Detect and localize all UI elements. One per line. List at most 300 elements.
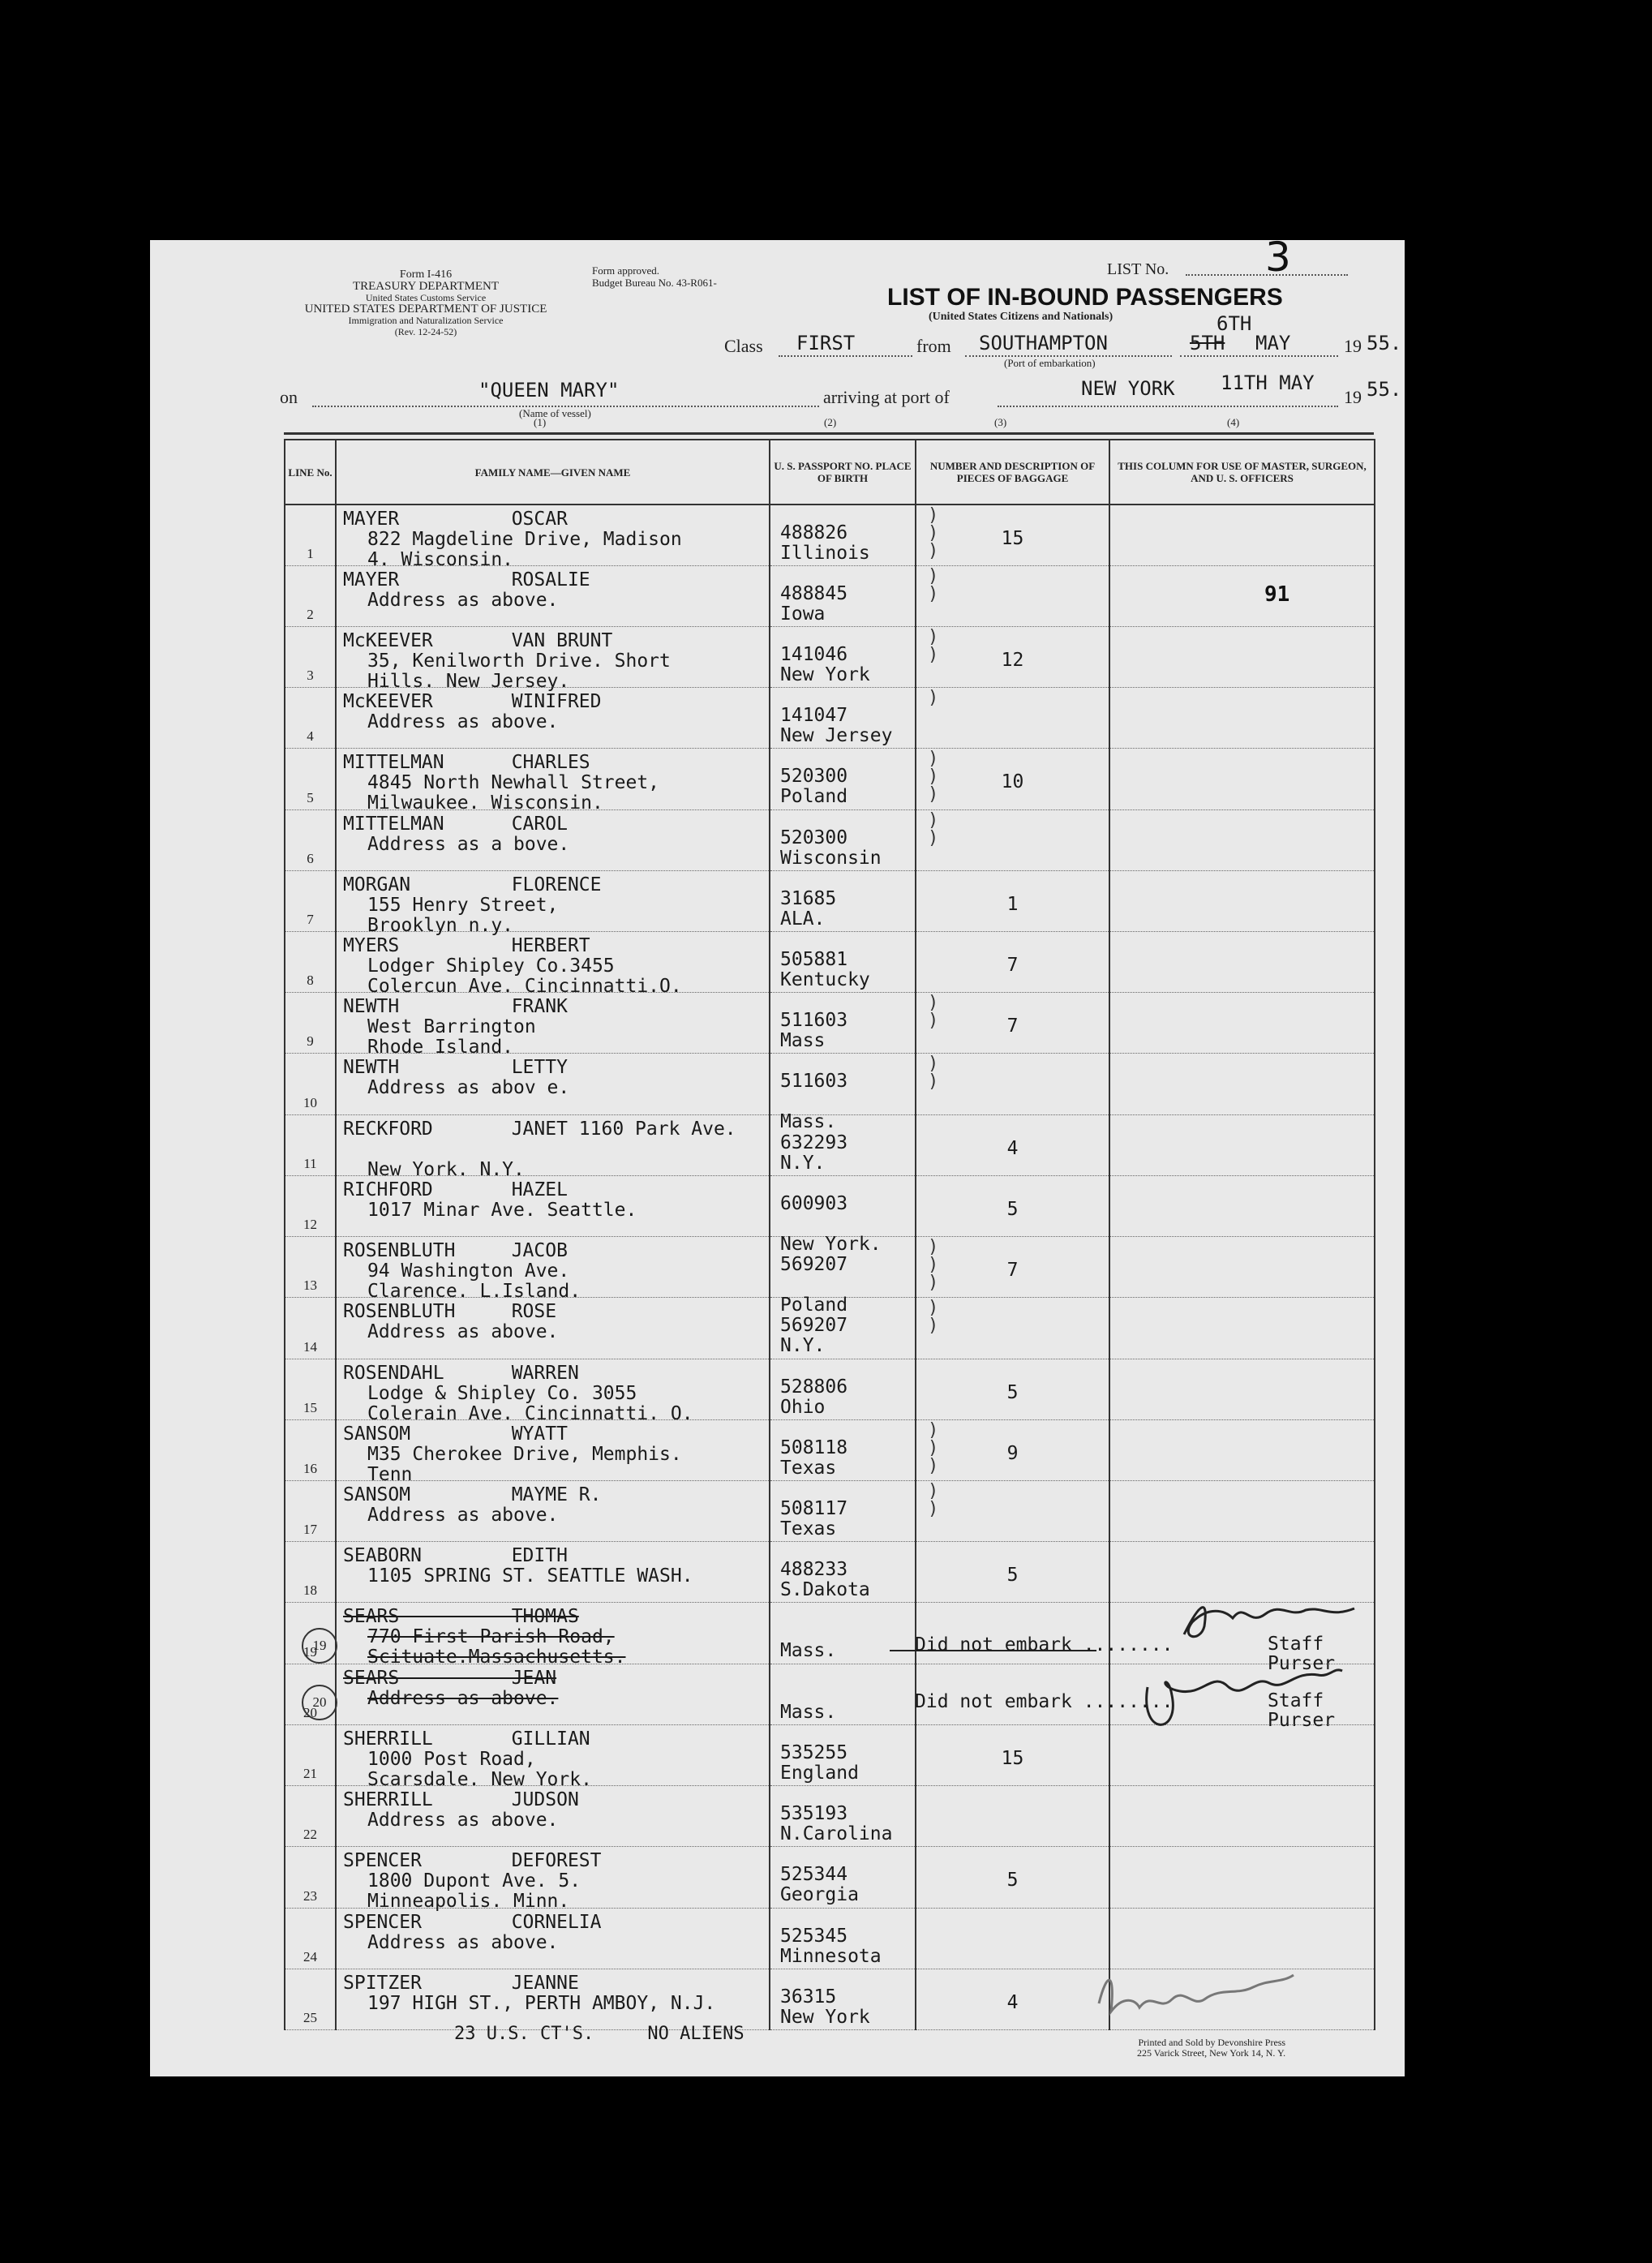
arrival-year-suffix: 55.: [1367, 378, 1402, 401]
baggage-count: 12: [1001, 649, 1024, 671]
line-cell: [285, 1908, 336, 1969]
officer-cell: [1109, 1175, 1375, 1236]
passport-cell: [770, 1664, 916, 1724]
treasury-dept: TREASURY DEPARTMENT: [352, 280, 500, 293]
list-no-label: LIST No.: [1107, 260, 1169, 278]
bracket-mark: ) ) ): [928, 1419, 939, 1476]
line-number: 20: [303, 1704, 317, 1720]
line-cell: [285, 1481, 336, 1542]
on-label: on: [280, 387, 298, 407]
table-row: [285, 749, 1375, 809]
line-number: 10: [303, 1094, 317, 1110]
header-officers: THIS COLUMN FOR USE OF MASTER, SURGEON, AND U. S. OFFICERS: [1109, 440, 1375, 505]
line-number: 13: [303, 1278, 317, 1294]
name-cell: [336, 565, 770, 626]
line-cell: [285, 1237, 336, 1298]
name-cell: [336, 1481, 770, 1542]
line-number: 25: [303, 2010, 317, 2025]
bracket-mark: ) ): [928, 1054, 939, 1093]
line-number: 11: [303, 1155, 317, 1171]
table-row: [285, 1114, 1375, 1175]
agency-block: [284, 269, 568, 337]
form-approved: Form approved.: [592, 264, 660, 277]
officer-cell: [1109, 993, 1375, 1054]
name-cell: [336, 1847, 770, 1913]
baggage-cell: [916, 749, 1109, 809]
line-cell: [285, 1786, 336, 1847]
passport-birthplace: Mass.: [780, 1640, 837, 1662]
bracket-mark: ) ): [928, 626, 939, 665]
passport-cell: [770, 749, 916, 809]
passport-birthplace: 632293 N.Y.: [780, 1132, 848, 1174]
baggage-count: 15: [1001, 528, 1024, 549]
baggage-count: 9: [1006, 1442, 1019, 1464]
passenger-name: SHERRILL JUDSON: [343, 1789, 579, 1811]
passport-birthplace: 569207 Poland: [780, 1254, 848, 1316]
passenger-name: SPENCER DEFOREST: [343, 1850, 602, 1872]
passenger-address: 822 Magdeline Drive, Madison 4. Wisconsin.: [367, 529, 682, 570]
line-cell: [285, 688, 336, 749]
passenger-name: McKEEVER WINIFRED: [343, 691, 602, 713]
baggage-cell: [916, 1298, 1109, 1359]
header-passport: U. S. PASSPORT NO. PLACE OF BIRTH: [770, 440, 916, 505]
passport-birthplace: 528806 Ohio: [780, 1376, 848, 1418]
revision: (Rev. 12-24-52): [394, 326, 457, 337]
officer-cell: [1109, 1847, 1375, 1908]
passenger-address: Lodge & Shipley Co. 3055 Colerain Ave. Cincinnatti. O.: [367, 1382, 693, 1424]
officer-note: 91: [1264, 582, 1290, 607]
bracket-mark: ) ) ): [928, 1237, 939, 1294]
table-row: [285, 1481, 1375, 1542]
name-cell: [336, 932, 770, 998]
passenger-address: 1800 Dupont Ave. 5. Minneapolis. Minn.: [367, 1870, 581, 1913]
header-name: FAMILY NAME—GIVEN NAME: [336, 440, 770, 505]
passport-cell: [770, 1114, 916, 1175]
col-marker-2: (2): [824, 416, 837, 428]
bracket-mark: ): [928, 688, 939, 709]
baggage-cell: [916, 809, 1109, 870]
ins-label: Immigration and Naturalization Service: [348, 315, 504, 326]
arrival-year-prefix: 19: [1344, 387, 1362, 407]
passenger-name: SPITZER JEANNE: [343, 1972, 579, 1994]
officer-cell: [1109, 932, 1375, 993]
name-cell: [336, 1908, 770, 1969]
officer-cell: [1109, 1908, 1375, 1969]
line-cell: [285, 565, 336, 626]
line-number: 15: [303, 1399, 317, 1415]
baggage-count: 5: [1006, 1198, 1019, 1220]
table-row: [285, 993, 1375, 1054]
passport-birthplace: 520300 Wisconsin: [780, 827, 882, 869]
line-cell: [285, 809, 336, 870]
table-header: [285, 440, 1375, 505]
passport-birthplace: 525344 Georgia: [780, 1864, 859, 1906]
passport-cell: [770, 1908, 916, 1969]
name-cell: [336, 1054, 770, 1114]
date-line: [1180, 355, 1338, 357]
list-no-value: 3: [1265, 234, 1291, 281]
from-label: from: [916, 336, 951, 356]
baggage-cell: [916, 1175, 1109, 1236]
passenger-table: [284, 439, 1375, 2030]
officer-cell: [1109, 870, 1375, 931]
passenger-address: Address as a bove.: [367, 833, 570, 855]
passenger-name: SEABORN EDITH: [343, 1545, 568, 1567]
table-row: [285, 1847, 1375, 1908]
year-suffix: 55.: [1367, 332, 1402, 354]
line-number: 21: [303, 1766, 317, 1782]
table-row: [285, 1175, 1375, 1236]
staff-purser-label: Staff Purser: [1268, 1634, 1336, 1674]
printer-line-1: Printed and Sold by Devonshire Press: [1138, 2037, 1286, 2048]
name-cell: [336, 1237, 770, 1303]
passport-cell: [770, 1298, 916, 1359]
col-marker-3: (3): [994, 416, 1007, 428]
table-row: [285, 1359, 1375, 1419]
baggage-count: 1: [1006, 893, 1019, 915]
line-cell: [285, 1175, 336, 1236]
line-cell: [285, 1847, 336, 1908]
class-label: Class: [724, 336, 763, 356]
line-number: 17: [303, 1522, 317, 1538]
passport-cell: [770, 932, 916, 993]
line-cell: [285, 993, 336, 1054]
bracket-mark: ) ) ): [928, 749, 939, 805]
passenger-name: ROSENBLUTH ROSE: [343, 1301, 557, 1323]
passenger-address: Address as abov e.: [367, 1077, 570, 1099]
passport-birthplace: 600903 New York.: [780, 1192, 882, 1255]
passenger-address: 197 HIGH ST., PERTH AMBOY, N.J.: [367, 1992, 716, 2014]
baggage-count: 4: [1006, 1991, 1019, 2013]
table-row: [285, 1908, 1375, 1969]
name-cell: [336, 626, 770, 692]
passenger-address: Address as above.: [367, 1505, 559, 1526]
baggage-count: 4: [1006, 1137, 1019, 1159]
passport-birthplace: 505881 Kentucky: [780, 949, 870, 991]
vessel-name: "QUEEN MARY": [478, 379, 620, 402]
officer-cell: [1109, 1481, 1375, 1542]
passport-cell: [770, 1359, 916, 1419]
name-cell: [336, 1298, 770, 1359]
table-row: [285, 809, 1375, 870]
baggage-cell: [916, 1786, 1109, 1847]
line-cell: [285, 1969, 336, 2029]
passport-birthplace: Mass.: [780, 1701, 837, 1723]
officer-cell: [1109, 1419, 1375, 1480]
bracket-mark: ) ) ): [928, 505, 939, 561]
baggage-count: 7: [1006, 955, 1019, 977]
passenger-name: ROSENDAHL WARREN: [343, 1362, 579, 1384]
baggage-cell: [916, 932, 1109, 993]
officer-cell: [1109, 1237, 1375, 1298]
passenger-address: New York. N.Y.: [367, 1158, 525, 1180]
passenger-address: Address as above.: [367, 589, 559, 611]
passport-cell: [770, 1847, 916, 1908]
passenger-name: MITTELMAN CAROL: [343, 813, 568, 835]
name-cell: [336, 1664, 770, 1724]
baggage-cell: [916, 870, 1109, 931]
port-embark-label: (Port of embarkation): [1004, 357, 1096, 369]
baggage-count: 5: [1006, 1565, 1019, 1587]
passenger-name: McKEEVER VAN BRUNT: [343, 629, 613, 651]
arriving-label: arriving at port of: [823, 387, 950, 407]
class-value: FIRST: [796, 332, 856, 354]
passenger-address: West Barrington Rhode Island.: [367, 1016, 536, 1058]
baggage-cell: [916, 993, 1109, 1054]
officer-cell: [1109, 1786, 1375, 1847]
line-number: 14: [303, 1338, 317, 1355]
table-row: [285, 626, 1375, 687]
passenger-address: Address as above.: [367, 711, 559, 733]
passport-birthplace: 569207 N.Y.: [780, 1315, 848, 1357]
line-number: 3: [307, 668, 314, 684]
passenger-name: SPENCER CORNELIA: [343, 1911, 602, 1933]
passenger-name: SANSOM WYATT: [343, 1423, 568, 1445]
header-baggage: NUMBER AND DESCRIPTION OF PIECES OF BAGGAGE: [916, 440, 1109, 505]
name-cell: [336, 1786, 770, 1847]
baggage-cell: [916, 1908, 1109, 1969]
passenger-name: ROSENBLUTH JACOB: [343, 1240, 568, 1262]
passenger-name: SEARS JEAN: [343, 1667, 557, 1689]
table-row: [285, 870, 1375, 931]
line-number: 24: [303, 1948, 317, 1965]
passenger-address: 94 Washington Ave. Clarence. L.Island.: [367, 1260, 581, 1303]
line-cell: [285, 1054, 336, 1114]
name-cell: [336, 505, 770, 570]
class-line: [779, 355, 912, 357]
departure-day-correction: 6TH: [1216, 312, 1252, 335]
line-cell: [285, 1298, 336, 1359]
line-number: 6: [307, 850, 314, 866]
line-number: 8: [307, 973, 314, 989]
bracket-mark: ) ): [928, 1298, 939, 1337]
passport-birthplace: 36315 New York: [780, 1986, 870, 2028]
footer-summary: 23 U.S. CT'S. NO ALIENS: [454, 2024, 744, 2044]
table-row: [285, 1237, 1375, 1298]
name-cell: [336, 809, 770, 870]
baggage-count: 5: [1006, 1381, 1019, 1403]
printer-line-2: 225 Varick Street, New York 14, N. Y.: [1137, 2047, 1286, 2059]
passenger-name: RICHFORD HAZEL: [343, 1179, 568, 1200]
budget-bureau: Budget Bureau No. 43-R061-: [592, 277, 717, 289]
baggage-cell: [916, 1481, 1109, 1542]
passport-birthplace: 488845 Iowa: [780, 582, 848, 625]
header-rule: [284, 432, 1374, 435]
passport-cell: [770, 870, 916, 931]
name-cell: [336, 1419, 770, 1485]
passenger-name: SEARS THOMAS: [343, 1606, 579, 1628]
passenger-address: 1017 Minar Ave. Seattle.: [367, 1199, 637, 1221]
officer-cell: [1109, 809, 1375, 870]
passport-cell: [770, 1419, 916, 1480]
passenger-address: Lodger Shipley Co.3455 Colercun Ave. Cincinnatti.O.: [367, 955, 682, 998]
officer-cell: [1109, 565, 1375, 626]
table-row: [285, 1298, 1375, 1359]
line-number: 7: [307, 912, 314, 928]
passport-birthplace: 535255 England: [780, 1741, 859, 1784]
list-title: LIST OF IN-BOUND PASSENGERS: [887, 284, 1283, 311]
name-cell: [336, 1114, 770, 1180]
line-number: 22: [303, 1827, 317, 1843]
line-number: 1: [307, 545, 314, 561]
passport-birthplace: 535193 N.Carolina: [780, 1803, 893, 1845]
justice-dept: UNITED STATES DEPARTMENT OF JUSTICE: [304, 303, 547, 316]
passport-cell: [770, 688, 916, 749]
baggage-cell: [916, 565, 1109, 626]
bracket-mark: ) ): [928, 565, 939, 604]
line-number: 9: [307, 1033, 314, 1050]
passenger-name: MYERS HERBERT: [343, 935, 590, 957]
name-cell: [336, 1359, 770, 1424]
officer-cell: [1109, 1298, 1375, 1359]
baggage-cell: [916, 688, 1109, 749]
circled-line-number: 19: [302, 1628, 337, 1664]
name-cell: [336, 1969, 770, 2029]
passenger-address: 1105 SPRING ST. SEATTLE WASH.: [367, 1565, 693, 1587]
passenger-address: Address as above.: [367, 1931, 559, 1953]
form-number: Form I-416: [399, 268, 453, 281]
baggage-cell: [916, 1359, 1109, 1419]
arrival-line: [998, 406, 1338, 407]
line-cell: [285, 626, 336, 687]
departure-month: MAY: [1255, 332, 1291, 354]
table-row: [285, 1054, 1375, 1114]
passport-cell: [770, 1054, 916, 1133]
passenger-address: Address as above.: [367, 1321, 559, 1343]
table-row: [285, 565, 1375, 626]
passport-cell: [770, 993, 916, 1054]
line-cell: [285, 870, 336, 931]
passenger-address: 155 Henry Street, Brooklyn n.y.: [367, 894, 559, 936]
line-number: 19: [303, 1643, 317, 1660]
list-subtitle: (United States Citizens and Nationals): [929, 311, 1113, 323]
passenger-address: M35 Cherokee Drive, Memphis. Tenn: [367, 1443, 682, 1485]
officer-cell: [1109, 1054, 1375, 1114]
name-cell: [336, 749, 770, 814]
officer-cell: [1109, 688, 1375, 749]
baggage-cell: [916, 1969, 1109, 2029]
line-cell: [285, 1419, 336, 1480]
name-cell: [336, 870, 770, 936]
name-cell: [336, 1175, 770, 1236]
passport-birthplace: 31685 ALA.: [780, 887, 837, 930]
passport-cell: [770, 1603, 916, 1664]
passenger-name: SANSOM MAYME R.: [343, 1484, 602, 1505]
line-cell: [285, 505, 336, 565]
passport-birthplace: 141047 New Jersey: [780, 705, 893, 747]
passport-cell: [770, 1175, 916, 1255]
officer-cell: [1109, 749, 1375, 809]
table-row: [285, 505, 1375, 565]
table-row: [285, 1419, 1375, 1480]
approval-block: [592, 264, 717, 289]
bracket-mark: ) ): [928, 809, 939, 848]
passport-cell: [770, 505, 916, 565]
officer-cell: [1109, 505, 1375, 565]
table-row: [285, 932, 1375, 993]
line-number: 4: [307, 728, 314, 745]
passenger-name: MITTELMAN CHARLES: [343, 752, 590, 774]
line-cell: [285, 932, 336, 993]
baggage-cell: [916, 1724, 1109, 1785]
name-cell: [336, 993, 770, 1058]
table-row: [285, 688, 1375, 749]
baggage-count: 10: [1001, 771, 1024, 793]
passport-cell: [770, 1969, 916, 2029]
passenger-name: RECKFORD JANET 1160 Park Ave.: [343, 1118, 736, 1140]
baggage-cell: [916, 1419, 1109, 1480]
line-number: 2: [307, 606, 314, 622]
vessel-label: (Name of vessel): [519, 407, 591, 419]
year-prefix: 19: [1344, 336, 1362, 356]
passport-cell: [770, 565, 916, 626]
passenger-address: 770 First Parish Road, Scituate.Massachusetts.: [367, 1626, 626, 1668]
col-marker-1: (1): [534, 416, 547, 428]
passport-birthplace: 488233 S.Dakota: [780, 1559, 870, 1601]
officer-cell: [1109, 626, 1375, 687]
line-cell: [285, 1114, 336, 1175]
from-value: SOUTHAMPTON: [979, 332, 1108, 354]
passenger-address: Address as above.: [367, 1810, 559, 1831]
name-cell: [336, 688, 770, 749]
col-marker-4: (4): [1227, 416, 1240, 428]
baggage-cell: [916, 1542, 1109, 1603]
passport-birthplace: 488826 Illinois: [780, 522, 870, 564]
baggage-cell: [916, 1847, 1109, 1908]
passenger-address: 35, Kenilworth Drive. Short Hills. New Jersey.: [367, 650, 671, 692]
baggage-cell: [916, 505, 1109, 565]
passenger-address: 1000 Post Road, Scarsdale. New York.: [367, 1748, 592, 1790]
officer-cell: [1109, 1359, 1375, 1419]
passport-cell: [770, 626, 916, 687]
baggage-count: 7: [1006, 1016, 1019, 1037]
name-cell: [336, 1724, 770, 1790]
line-number: 23: [303, 1887, 317, 1904]
printer-imprint: [1137, 2038, 1285, 2059]
passenger-name: SHERRILL GILLIAN: [343, 1728, 590, 1750]
staff-purser-label: Staff Purser: [1268, 1690, 1336, 1731]
line-number: 18: [303, 1582, 317, 1599]
arrival-port: NEW YORK: [1081, 377, 1175, 400]
passport-birthplace: 141046 New York: [780, 643, 870, 685]
circled-line-number: 20: [302, 1685, 337, 1720]
baggage-cell: [916, 1237, 1109, 1298]
line-number: 5: [307, 789, 314, 805]
line-number: 16: [303, 1461, 317, 1476]
passport-cell: [770, 1724, 916, 1785]
passport-birthplace: 511603 Mass: [780, 1010, 848, 1052]
name-cell: [336, 1542, 770, 1603]
bracket-mark: ) ): [928, 1481, 939, 1519]
officer-cell: [1109, 1114, 1375, 1175]
baggage-cell: [916, 1114, 1109, 1175]
baggage-count: 5: [1006, 1870, 1019, 1892]
did-not-embark-note: Did not embark ........: [915, 1634, 1174, 1655]
passport-birthplace: 508117 Texas: [780, 1498, 848, 1539]
passport-cell: [770, 1786, 916, 1847]
passport-cell: [770, 1237, 916, 1316]
did-not-embark-note: Did not embark ........: [915, 1691, 1174, 1712]
line-cell: [285, 1359, 336, 1419]
passenger-address: 4845 North Newhall Street, Milwaukee. Wisconsin.: [367, 772, 660, 814]
passenger-name: MAYER ROSALIE: [343, 569, 590, 590]
bracket-mark: ) ): [928, 993, 939, 1032]
departure-day-struck: 5TH: [1190, 332, 1225, 354]
line-number: 12: [303, 1217, 317, 1233]
passport-birthplace: 508118 Texas: [780, 1436, 848, 1479]
passport-birthplace: 525345 Minnesota: [780, 1925, 882, 1967]
table-row: [285, 1786, 1375, 1847]
